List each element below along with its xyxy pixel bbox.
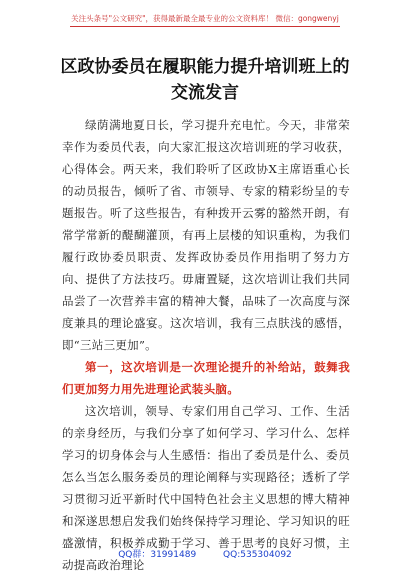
- footer-qq: QQ:535304092: [223, 550, 292, 560]
- paragraph-body: 这次培训，领导、专家们用自己学习、工作、生活的亲身经历，与我们分享了如何学习、学习什么、怎样学习的切身体会与人生感悟：指出了委员是什么、委员怎么当怎么服务委员的理论阐释与实现路径；透析了学习贯彻习近平新时代中国特色社会主义思想的博大精神和深遂思想启发我们始终保持学习理论、学习知识的旺盛激情，积极养成勤于学习、善于思考的良好习惯，主动提高政治理论: [62, 404, 350, 572]
- document-title: 区政协委员在履职能力提升培训班上的交流发言: [60, 57, 350, 103]
- header-banner: 关注头条号"公文研究"，获得最新最全最专业的公文资料库！ 微信：gongwenyj: [70, 12, 340, 27]
- paragraph-intro: 绿荫满地夏日长，学习提升充电忙。今天，非常荣幸作为委员代表，向大家汇报这次培训班的学习收获，心得体会。两天来，我们聆听了区政协X主席语重心长的动员报告，倾听了省、市领导、专家的精彩纷呈的专题报告。听了这些报告，有种拨开云雾的豁然开朗，有常学常新的醍醐灌顶，有再上层楼的知识重构，为我们履行政协委员职责、发挥政协委员作用指明了努力方向、提供了方法技巧。毋庸置疑，这次培训让我们共同品尝了一次营养丰富的精神大餐，品味了一次高度与深度兼具的理论盛宴。这次培训，我有三点肤浅的感悟，即“三站三更加”。: [62, 118, 350, 352]
- footer: [60, 548, 350, 562]
- document-body: [62, 114, 350, 576]
- paragraph-heading-first: 第一，这次培训是一次理论提升的补给站，鼓舞我们更加努力用先进理论武装头脑。: [62, 360, 350, 396]
- footer-qq-group: QQ群：31991489: [118, 550, 197, 560]
